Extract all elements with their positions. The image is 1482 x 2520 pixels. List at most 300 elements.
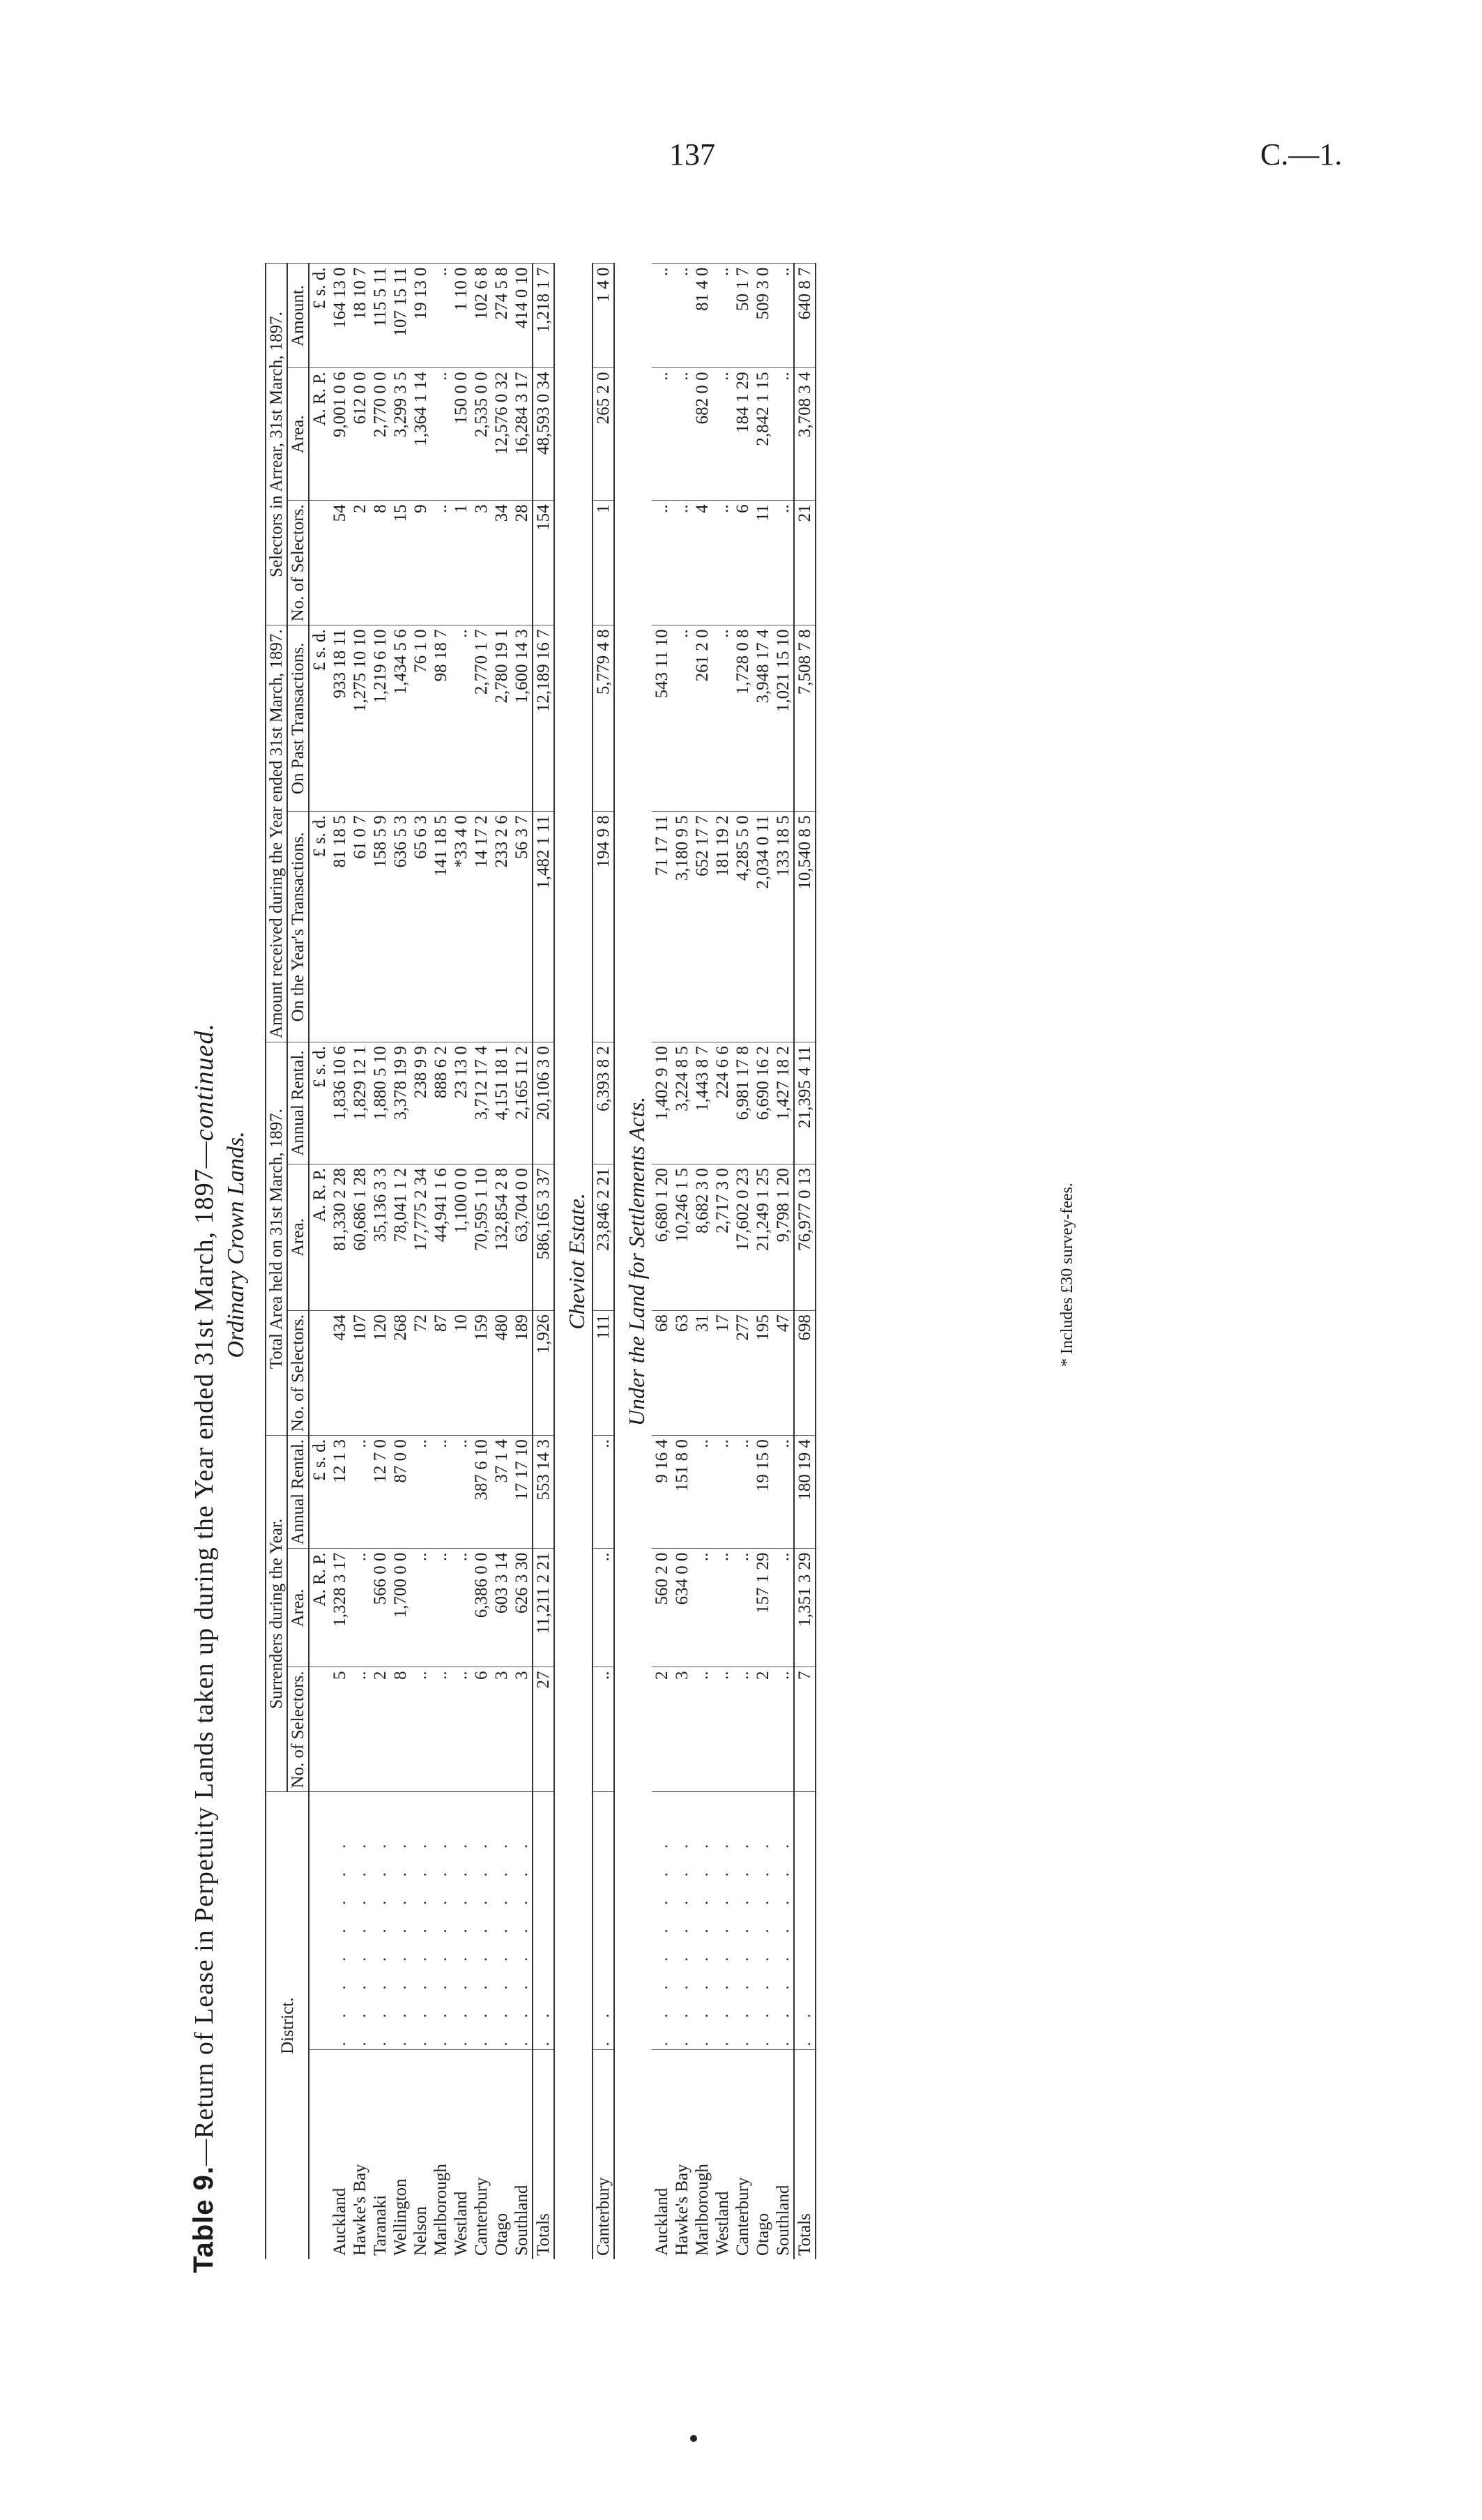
- table-row: [431, 264, 451, 2259]
- a-amt-cell: 107 15 11: [390, 264, 411, 368]
- table-row: [672, 264, 692, 2259]
- a-no-cell: ..: [431, 501, 451, 625]
- t-rent-cell: 888 6 2: [431, 1042, 451, 1164]
- leader-dots: . . . . . . . .: [652, 1792, 672, 2050]
- s-no-cell: 2: [753, 1667, 773, 1792]
- a-no-cell: 21: [794, 501, 816, 625]
- leader-dots: . . . . . . . .: [491, 1792, 512, 2050]
- a-no-cell: 34: [491, 501, 512, 625]
- s-area-cell: ..: [593, 1549, 614, 1667]
- t-rent-cell: 6,690 16 2: [753, 1042, 773, 1164]
- s-rent-cell: 387 6 10: [471, 1436, 491, 1549]
- a-amt-cell: ..: [672, 264, 692, 368]
- t-area-cell: 6,680 1 20: [652, 1164, 672, 1311]
- r-past-cell: 1,728 0 8: [733, 625, 753, 812]
- leader-dots: . . . . . . . .: [350, 1792, 370, 2050]
- s-rent-cell: ..: [350, 1436, 370, 1549]
- table-row: [411, 264, 431, 2259]
- table-row: [692, 264, 712, 2259]
- table-row: [512, 264, 533, 2259]
- s-area-cell: ..: [733, 1549, 753, 1667]
- t-no-cell: 31: [692, 1311, 712, 1436]
- t-rent-cell: 4,151 18 1: [491, 1042, 512, 1164]
- t-area-cell: 1,100 0 0: [451, 1164, 471, 1311]
- s-no-cell: 3: [672, 1667, 692, 1792]
- district-cell: Southland: [512, 2050, 533, 2259]
- r-past-cell: 1,219 6 10: [370, 625, 390, 812]
- s-area-cell: 560 2 0: [652, 1549, 672, 1667]
- r-past-cell: 5,779 4 8: [593, 625, 614, 812]
- unit-money: £ s. d.: [309, 625, 330, 812]
- t-area-cell: 2,717 3 0: [712, 1164, 733, 1311]
- t-rent-cell: 6,981 17 8: [733, 1042, 753, 1164]
- s-no-cell: ..: [411, 1667, 431, 1792]
- r-past-cell: 12,189 16 7: [533, 625, 554, 812]
- a-no-cell: 1: [593, 501, 614, 625]
- leader-dots: . . . . . . . .: [411, 1792, 431, 2050]
- s-rent-cell: 17 17 10: [512, 1436, 533, 1549]
- a-amt-cell: 274 5 8: [491, 264, 512, 368]
- a-area-cell: 150 0 0: [451, 368, 471, 501]
- t-no-cell: 434: [330, 1311, 350, 1436]
- t-no-cell: 277: [733, 1311, 753, 1436]
- t-rent-cell: 2,165 11 2: [512, 1042, 533, 1164]
- r-past-cell: 1,600 14 3: [512, 625, 533, 812]
- a-amt-cell: 50 1 7: [733, 264, 753, 368]
- r-past-cell: 76 1 0: [411, 625, 431, 812]
- a-no-cell: 2: [350, 501, 370, 625]
- a-area-cell: 9,001 0 6: [330, 368, 350, 501]
- a-area-cell: 2,535 0 0: [471, 368, 491, 501]
- amount-received-header: Amount received during the Year ended 31st March, 1897.: [266, 625, 287, 1042]
- a-area-cell: 2,770 0 0: [370, 368, 390, 501]
- r-year-cell: 71 17 11: [652, 812, 672, 1042]
- district-cell: Marlborough: [431, 2050, 451, 2259]
- table-title-continued: continued.: [190, 1023, 219, 1141]
- unit-money: £ s. d.: [309, 264, 330, 368]
- table-row: [773, 264, 794, 2259]
- t-no-cell: 17: [712, 1311, 733, 1436]
- s-no-cell: 7: [794, 1667, 816, 1792]
- s-area-cell: 634 0 0: [672, 1549, 692, 1667]
- t-no-cell: 480: [491, 1311, 512, 1436]
- district-cell: Otago: [491, 2050, 512, 2259]
- leader-dots: . . . . . . . .: [330, 1792, 350, 2050]
- t-rent-cell: 1,829 12 1: [350, 1042, 370, 1164]
- a-no-cell: 6: [733, 501, 753, 625]
- t-no-cell: 47: [773, 1311, 794, 1436]
- leader-dots: . . . . . . . .: [431, 1792, 451, 2050]
- a-area-cell: 3,708 3 4: [794, 368, 816, 501]
- section-heading: Under the Land for Settlements Acts.: [624, 1096, 649, 1427]
- leader-dots: . . . . . . . .: [733, 1792, 753, 2050]
- s-area-cell: 626 3 30: [512, 1549, 533, 1667]
- t-rent-cell: 1,880 5 10: [370, 1042, 390, 1164]
- leader-dots: . . . . . . . .: [451, 1792, 471, 2050]
- r-past-cell: 933 18 11: [330, 625, 350, 812]
- s-rent-header: Annual Rental.: [287, 1436, 309, 1549]
- s-area-cell: 1,328 3 17: [330, 1549, 350, 1667]
- r-past-cell: 7,508 7 8: [794, 625, 816, 812]
- r-past-cell: 3,948 17 4: [753, 625, 773, 812]
- a-area-header: Area.: [287, 368, 309, 501]
- leader-dots: . . . . . . . .: [390, 1792, 411, 2050]
- s-area-cell: ..: [712, 1549, 733, 1667]
- t-area-cell: 586,165 3 37: [533, 1164, 554, 1311]
- a-amt-cell: ..: [712, 264, 733, 368]
- s-area-cell: ..: [350, 1549, 370, 1667]
- table-title-text: —Return of Lease in Perpetuity Lands taken up during the Year ended 31st March, 1897—: [190, 1141, 219, 2166]
- s-rent-cell: ..: [712, 1436, 733, 1549]
- t-no-cell: 87: [431, 1311, 451, 1436]
- s-rent-cell: ..: [692, 1436, 712, 1549]
- s-no-cell: 8: [390, 1667, 411, 1792]
- t-no-cell: 120: [370, 1311, 390, 1436]
- s-no-cell: 3: [512, 1667, 533, 1792]
- district-cell: Taranaki: [370, 2050, 390, 2259]
- a-area-cell: 682 0 0: [692, 368, 712, 501]
- district-header: District.: [266, 1792, 309, 2259]
- r-year-cell: 81 18 5: [330, 812, 350, 1042]
- s-no-header: No. of Selectors.: [287, 1667, 309, 1792]
- t-rent-cell: 224 6 6: [712, 1042, 733, 1164]
- t-rent-cell: 1,427 18 2: [773, 1042, 794, 1164]
- r-year-cell: 4,285 5 0: [733, 812, 753, 1042]
- s-rent-cell: ..: [733, 1436, 753, 1549]
- unit-money: £ s. d.: [309, 812, 330, 1042]
- rotated-table-page: [188, 216, 1234, 2273]
- r-past-cell: 1,021 15 10: [773, 625, 794, 812]
- district-cell: Totals: [533, 2050, 554, 2259]
- district-cell: Wellington: [390, 2050, 411, 2259]
- t-rent-cell: 1,443 8 7: [692, 1042, 712, 1164]
- leader-dots: . . . . . . . .: [773, 1792, 794, 2050]
- arrear-header: Selectors in Arrear, 31st March, 1897.: [266, 264, 287, 625]
- a-no-cell: 1: [451, 501, 471, 625]
- s-rent-cell: 151 8 0: [672, 1436, 692, 1549]
- a-amt-cell: 1 4 0: [593, 264, 614, 368]
- r-year-cell: 158 5 9: [370, 812, 390, 1042]
- page-dot: [690, 2435, 697, 2442]
- s-rent-cell: ..: [593, 1436, 614, 1549]
- s-no-cell: ..: [692, 1667, 712, 1792]
- s-no-cell: ..: [733, 1667, 753, 1792]
- leader-dots: . . . . . . . .: [370, 1792, 390, 2050]
- totals-row: [794, 264, 816, 2259]
- t-rent-cell: 1,402 9 10: [652, 1042, 672, 1164]
- r-year-cell: 14 17 2: [471, 812, 491, 1042]
- a-amt-cell: ..: [773, 264, 794, 368]
- leader-dots: . .: [794, 1792, 816, 2050]
- totals-row: [593, 264, 614, 2259]
- t-area-cell: 9,798 1 20: [773, 1164, 794, 1311]
- r-year-cell: 133 18 5: [773, 812, 794, 1042]
- table-row: [733, 264, 753, 2259]
- a-no-cell: ..: [712, 501, 733, 625]
- t-area-cell: 35,136 3 3: [370, 1164, 390, 1311]
- s-area-cell: 1,700 0 0: [390, 1549, 411, 1667]
- s-rent-cell: 19 15 0: [753, 1436, 773, 1549]
- t-rent-cell: 1,836 10 6: [330, 1042, 350, 1164]
- a-amt-cell: 414 0 10: [512, 264, 533, 368]
- t-rent-header: Annual Rental.: [287, 1042, 309, 1164]
- a-no-header: No. of Selectors.: [287, 501, 309, 625]
- r-year-cell: 233 2 6: [491, 812, 512, 1042]
- unit-area: A. R. P.: [309, 1549, 330, 1667]
- t-rent-cell: 21,395 4 11: [794, 1042, 816, 1164]
- r-past-cell: 98 18 7: [431, 625, 451, 812]
- a-amt-cell: 1 10 0: [451, 264, 471, 368]
- s-no-cell: 27: [533, 1667, 554, 1792]
- a-area-cell: 265 2 0: [593, 368, 614, 501]
- s-no-cell: ..: [593, 1667, 614, 1792]
- s-area-cell: ..: [411, 1549, 431, 1667]
- table-row: [712, 264, 733, 2259]
- s-no-cell: ..: [712, 1667, 733, 1792]
- s-area-cell: ..: [431, 1549, 451, 1667]
- table-row: [471, 264, 491, 2259]
- s-no-cell: 2: [370, 1667, 390, 1792]
- a-area-cell: 3,299 3 5: [390, 368, 411, 501]
- r-past-cell: 1,275 10 10: [350, 625, 370, 812]
- r-past-cell: ..: [451, 625, 471, 812]
- a-area-cell: 612 0 0: [350, 368, 370, 501]
- t-no-cell: 268: [390, 1311, 411, 1436]
- leader-dots: . . . . . . . .: [471, 1792, 491, 2050]
- r-year-cell: 3,180 9 5: [672, 812, 692, 1042]
- district-cell: Totals: [794, 2050, 816, 2259]
- a-no-cell: 4: [692, 501, 712, 625]
- r-year-cell: 2,034 0 11: [753, 812, 773, 1042]
- r-year-cell: 10,540 8 5: [794, 812, 816, 1042]
- a-no-cell: 8: [370, 501, 390, 625]
- r-past-cell: ..: [672, 625, 692, 812]
- s-no-cell: 6: [471, 1667, 491, 1792]
- t-no-cell: 111: [593, 1311, 614, 1436]
- a-no-cell: 15: [390, 501, 411, 625]
- a-area-cell: 12,576 0 32: [491, 368, 512, 501]
- t-area-cell: 60,686 1 28: [350, 1164, 370, 1311]
- leader-dots: . . . . . . . .: [672, 1792, 692, 2050]
- r-year-cell: 56 3 7: [512, 812, 533, 1042]
- s-area-cell: 603 3 14: [491, 1549, 512, 1667]
- a-area-cell: 16,284 3 17: [512, 368, 533, 501]
- leader-dots: . . . . . . . .: [753, 1792, 773, 2050]
- totals-row: [533, 264, 554, 2259]
- t-area-header: Area.: [287, 1164, 309, 1311]
- t-rent-cell: 23 13 0: [451, 1042, 471, 1164]
- t-no-cell: 1,926: [533, 1311, 554, 1436]
- s-rent-cell: 553 14 3: [533, 1436, 554, 1549]
- r-past-cell: 261 2 0: [692, 625, 712, 812]
- r-past-header: On Past Transactions.: [287, 625, 309, 812]
- t-no-cell: 72: [411, 1311, 431, 1436]
- s-area-cell: 1,351 3 29: [794, 1549, 816, 1667]
- t-no-cell: 68: [652, 1311, 672, 1436]
- t-area-cell: 132,854 2 8: [491, 1164, 512, 1311]
- s-rent-cell: 12 1 3: [330, 1436, 350, 1549]
- t-no-cell: 189: [512, 1311, 533, 1436]
- document-reference: C.—1.: [1260, 137, 1343, 172]
- t-area-cell: 10,246 1 5: [672, 1164, 692, 1311]
- footnote: * Includes £30 survey-fees.: [1058, 1183, 1076, 1367]
- t-area-cell: 76,977 0 13: [794, 1164, 816, 1311]
- s-area-cell: 11,211 2 21: [533, 1549, 554, 1667]
- s-rent-cell: ..: [411, 1436, 431, 1549]
- t-area-cell: 17,602 0 23: [733, 1164, 753, 1311]
- t-area-cell: 17,775 2 34: [411, 1164, 431, 1311]
- a-amt-cell: 1,218 1 7: [533, 264, 554, 368]
- s-rent-cell: 180 19 4: [794, 1436, 816, 1549]
- a-amt-cell: 115 5 11: [370, 264, 390, 368]
- district-cell: Canterbury: [593, 2050, 614, 2259]
- unit-money: £ s. d.: [309, 1042, 330, 1164]
- a-amt-cell: 18 10 7: [350, 264, 370, 368]
- a-area-cell: ..: [652, 368, 672, 501]
- a-amt-cell: 640 8 7: [794, 264, 816, 368]
- t-no-cell: 159: [471, 1311, 491, 1436]
- table-row: [350, 264, 370, 2259]
- a-no-cell: 9: [411, 501, 431, 625]
- t-area-cell: 44,941 1 6: [431, 1164, 451, 1311]
- table-row: [370, 264, 390, 2259]
- a-area-cell: ..: [773, 368, 794, 501]
- a-amt-cell: ..: [431, 264, 451, 368]
- district-cell: Marlborough: [692, 2050, 712, 2259]
- unit-area: A. R. P.: [309, 368, 330, 501]
- t-area-cell: 23,846 2 21: [593, 1164, 614, 1311]
- r-year-cell: 61 0 7: [350, 812, 370, 1042]
- district-cell: Auckland: [330, 2050, 350, 2259]
- s-rent-cell: 9 16 4: [652, 1436, 672, 1549]
- a-amt-cell: 102 6 8: [471, 264, 491, 368]
- r-year-cell: 141 18 5: [431, 812, 451, 1042]
- r-year-cell: *33 4 0: [451, 812, 471, 1042]
- s-no-cell: ..: [773, 1667, 794, 1792]
- s-rent-cell: ..: [773, 1436, 794, 1549]
- a-amt-cell: 19 13 0: [411, 264, 431, 368]
- t-rent-cell: 3,712 17 4: [471, 1042, 491, 1164]
- t-no-cell: 10: [451, 1311, 471, 1436]
- district-cell: Auckland: [652, 2050, 672, 2259]
- t-no-cell: 698: [794, 1311, 816, 1436]
- r-year-cell: 1,482 1 11: [533, 812, 554, 1042]
- leader-dots: . . . . . . . .: [692, 1792, 712, 2050]
- r-year-cell: 636 5 3: [390, 812, 411, 1042]
- t-area-cell: 81,330 2 28: [330, 1164, 350, 1311]
- s-no-cell: ..: [350, 1667, 370, 1792]
- district-cell: Westland: [712, 2050, 733, 2259]
- a-no-cell: ..: [773, 501, 794, 625]
- s-area-header: Area.: [287, 1549, 309, 1667]
- s-area-cell: ..: [692, 1549, 712, 1667]
- units-row: [309, 264, 330, 2259]
- a-no-cell: 28: [512, 501, 533, 625]
- r-past-cell: 2,780 19 1: [491, 625, 512, 812]
- s-area-cell: ..: [773, 1549, 794, 1667]
- table-row: [753, 264, 773, 2259]
- a-amt-header: Amount.: [287, 264, 309, 368]
- table-subtitle: Ordinary Crown Lands.: [223, 1131, 249, 1358]
- a-amt-cell: 164 13 0: [330, 264, 350, 368]
- a-no-cell: 3: [471, 501, 491, 625]
- s-no-cell: ..: [431, 1667, 451, 1792]
- t-rent-cell: 238 9 9: [411, 1042, 431, 1164]
- t-area-cell: 70,595 1 10: [471, 1164, 491, 1311]
- table-label: Table 9.: [188, 2166, 219, 2273]
- section-heading-row: [614, 264, 652, 2259]
- s-no-cell: ..: [451, 1667, 471, 1792]
- a-no-cell: 154: [533, 501, 554, 625]
- district-cell: Westland: [451, 2050, 471, 2259]
- t-no-header: No. of Selectors.: [287, 1311, 309, 1436]
- leader-dots: . .: [593, 1792, 614, 2050]
- section-heading-row: [554, 264, 593, 2259]
- t-rent-cell: 6,393 8 2: [593, 1042, 614, 1164]
- leader-dots: . .: [533, 1792, 554, 2050]
- unit-money: £ s. d.: [309, 1436, 330, 1549]
- r-past-cell: ..: [712, 625, 733, 812]
- t-no-cell: 107: [350, 1311, 370, 1436]
- a-no-cell: ..: [652, 501, 672, 625]
- s-area-cell: 566 0 0: [370, 1549, 390, 1667]
- t-rent-cell: 20,106 3 0: [533, 1042, 554, 1164]
- a-area-cell: ..: [431, 368, 451, 501]
- unit-area: A. R. P.: [309, 1164, 330, 1311]
- a-area-cell: 2,842 1 15: [753, 368, 773, 501]
- a-area-cell: ..: [672, 368, 692, 501]
- surrenders-header: Surrenders during the Year.: [266, 1436, 287, 1792]
- a-no-cell: 54: [330, 501, 350, 625]
- s-area-cell: 6,386 0 0: [471, 1549, 491, 1667]
- page-number: 137: [669, 137, 715, 172]
- t-area-cell: 78,041 1 2: [390, 1164, 411, 1311]
- t-no-cell: 195: [753, 1311, 773, 1436]
- total-area-header: Total Area held on 31st March, 1897.: [266, 1042, 287, 1436]
- r-past-cell: 2,770 1 7: [471, 625, 491, 812]
- table-row: [451, 264, 471, 2259]
- r-year-header: On the Year's Transactions.: [287, 812, 309, 1042]
- district-cell: Hawke's Bay: [350, 2050, 370, 2259]
- return-table: [265, 263, 816, 2259]
- r-year-cell: 652 17 7: [692, 812, 712, 1042]
- a-amt-cell: 509 3 0: [753, 264, 773, 368]
- r-past-cell: 1,434 5 6: [390, 625, 411, 812]
- district-cell: Hawke's Bay: [672, 2050, 692, 2259]
- a-amt-cell: 81 4 0: [692, 264, 712, 368]
- district-cell: Southland: [773, 2050, 794, 2259]
- district-cell: Nelson: [411, 2050, 431, 2259]
- a-area-cell: 184 1 29: [733, 368, 753, 501]
- t-area-cell: 8,682 3 0: [692, 1164, 712, 1311]
- t-rent-cell: 3,378 19 9: [390, 1042, 411, 1164]
- s-rent-cell: 12 7 0: [370, 1436, 390, 1549]
- table-row: [390, 264, 411, 2259]
- district-cell: Canterbury: [471, 2050, 491, 2259]
- a-amt-cell: ..: [652, 264, 672, 368]
- s-rent-cell: ..: [431, 1436, 451, 1549]
- s-rent-cell: 37 1 4: [491, 1436, 512, 1549]
- a-no-cell: ..: [672, 501, 692, 625]
- table-body: [309, 264, 816, 2259]
- section-heading: Cheviot Estate.: [564, 1193, 589, 1330]
- s-no-cell: 2: [652, 1667, 672, 1792]
- s-rent-cell: ..: [451, 1436, 471, 1549]
- table-row: [652, 264, 672, 2259]
- district-cell: Canterbury: [733, 2050, 753, 2259]
- t-area-cell: 63,704 0 0: [512, 1164, 533, 1311]
- r-year-cell: 181 19 2: [712, 812, 733, 1042]
